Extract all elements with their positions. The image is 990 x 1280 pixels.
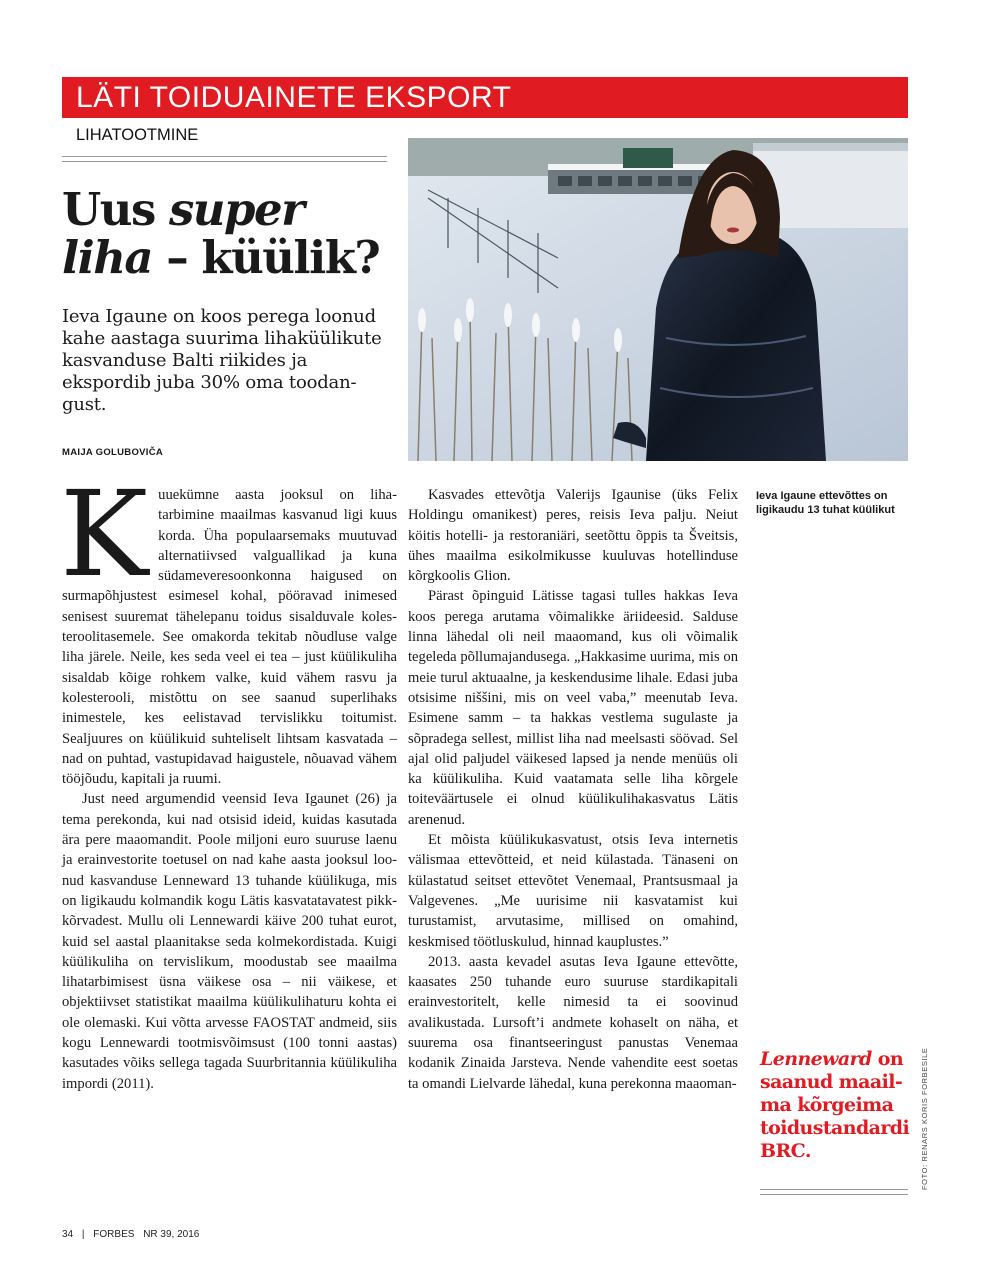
byline: MAIJA GOLUBOVIČA bbox=[62, 447, 164, 458]
article-lead: Ieva Igaune on koos perega loonud kahe aastaga suurima lihaküülikute kasvanduse Balti riikides ja ekspordib juba 30% oma toodangust. bbox=[62, 306, 382, 415]
footer-separator: | bbox=[81, 1229, 85, 1240]
photo-caption: Ieva Igaune ettevõttes on ligikaudu 13 tuhat küülikut bbox=[756, 490, 895, 516]
divider bbox=[62, 156, 387, 162]
section-banner: LÄTI TOIDUAINETE EKSPORT bbox=[62, 77, 908, 118]
paragraph: 2013. aasta kevadel asutas Ieva Igaune ettevõtte, kaasates 250 tuhande euro suuruse stardikapitali erainvestoritelt, kelle nimesid ta ei soovinud avalikustada. Lursoft’i andmete kohaselt on näha, et suurema osa finantseeringust panustas Venemaa kodanik Zinaida Jarsteva. Nende vahendite eest soetas ta omandi Lielvarde lähedal, kuna perekonna maaoman- bbox=[408, 953, 738, 1092]
section-label: LIHATOOTMINE bbox=[76, 126, 199, 144]
title-part-1: Uus bbox=[62, 183, 169, 236]
article-photo bbox=[408, 138, 908, 461]
paragraph: Kasvades ettevõtja Valerijs Igaunise (üks Felix Holdingu omanikest) peres, reisis Ieva palju. Neiut köitis hotelli- ja restoraniäri, seetõttu õppis ta Šveitsis, ühes maailma esikolmikusse kuuluvas hotellinduse kõrgkoolis Glion. bbox=[408, 487, 738, 585]
paragraph: Et mõista küülikukasvatust, otsis Ieva internetis välismaa ettevõtteid, et neid külastada. Tänaseni on külastatud seitset ettevõtet Venemaal, Prantsusmaal ja Valgevenes. „Me uurisime nii kasvatamist kui turustamist, arvutasime, millised on omahind, keskmised töötluskulud, hinnad kauplustes.” bbox=[408, 832, 738, 950]
pull-quote bbox=[760, 1048, 910, 1163]
pull-quote-italic: Lenneward bbox=[760, 1048, 872, 1070]
pull-quote-text: on saanud maailma kõrgeima toidustandardi BRC. bbox=[760, 1048, 910, 1162]
paragraph: Pärast õpinguid Lätisse tagasi tulles hakkas Ieva koos perega arutama võimalikke äriideesid. Salduse linna lähedal oli neil maaomand, kus oli võimalik tegeleda põllumajandusega. „Hakkasime uurima, mis on meie turul aktuaalne, ja keskendusime lihale. Edasi juba otsisime niššini, mis on veel vaba,” meenutab Ieva. Esimene samm – ta hakkas vestlema sugulaste ja sõpradega sellest, millist liha nad meelsasti söövad. Sel ajal olid paljudel väikesed lapsed ja nende menüüs oli ka küülikuliha. Kuid vaatamata selle liha kõrgele toiteväärtusele ei olnud küülikulihakasvatus Lätis arenenud. bbox=[408, 588, 738, 828]
page-footer bbox=[62, 1229, 205, 1240]
title-part-2: – küülik? bbox=[152, 231, 380, 284]
paragraph bbox=[60, 465, 397, 789]
drop-cap: K bbox=[60, 465, 149, 603]
paragraph: Just need argumendid veensid Ieva Igaunet (26) ja tema perekonda, kui nad otsisid ideid, kuidas kasutada ära pere maaomandit. Poole miljoni euro suuruse laenu ja erainvestorite toetusel on nad kahe aasta jooksul loonud kasvanduse Lenneward 13 tuhande küülikuga, mis on ligikaudu kolmandik kogu Lätis kasvatatavatest pikk-kõrvadest. Mullu oli Lennewardi käive 200 tuhat eurot, kuid sel aastal plaanitakse seda kolmekordistada. Kuigi küülikuliha on tervislikum, moodustab see maailma lihatarbimisest üsna väikese osa – nii väikese, et objektiivset statistikat maailma küülikulihaturu kohta ei ole olemaski. Kui võtta arvesse FAOSTAT andmeid, siis kogu Lennewardi tootmisvõimsust (100 tonni aastas) kasutades võiks sellega tagada Suurbritannia küülikuliha impordi (2011). bbox=[62, 791, 397, 1092]
issue-number: NR 39, 2016 bbox=[143, 1229, 200, 1240]
page-number: 34 bbox=[62, 1229, 74, 1240]
magazine-name: FORBES bbox=[93, 1229, 135, 1240]
article-title bbox=[62, 183, 392, 284]
title-italic: super liha bbox=[62, 183, 304, 284]
divider bbox=[760, 1189, 908, 1195]
article-column-2 bbox=[408, 485, 738, 1094]
article-column-1 bbox=[60, 465, 397, 1094]
photo-credit: FOTO: RENARS KORIS FORBESILE bbox=[920, 1047, 929, 1190]
paragraph-text: uuekümne aasta jooksul on lihatarbimine maailmas kasvanud ligi kuus korda. Üha populaarsemaks muutuvad alternatiivsed valguallikad ja kuna südameveresoonkonna haigused on surmapõhjustest esimesel kohal, pööravad inimesed senisest suuremat tähelepanu toidus sisalduvale kolesteroolitasemele. See omakorda tekitab nõudluse valge liha järele. Neile, kes seda veel ei tea – just küülikuliha sisaldab kõige rohkem valke, kuid vähem rasvu ja kolesterooli, mistõttu on see saanud superlihaks inimestele, kes eelistavad tervislikku toitumist. Sealjuures on küülikuid suhteliselt lihtsam kasvatada – nad on puhtad, vastupidavad haigustele, nõuavad vähem tööjõudu, kapitali ja ruumi. bbox=[62, 487, 397, 788]
